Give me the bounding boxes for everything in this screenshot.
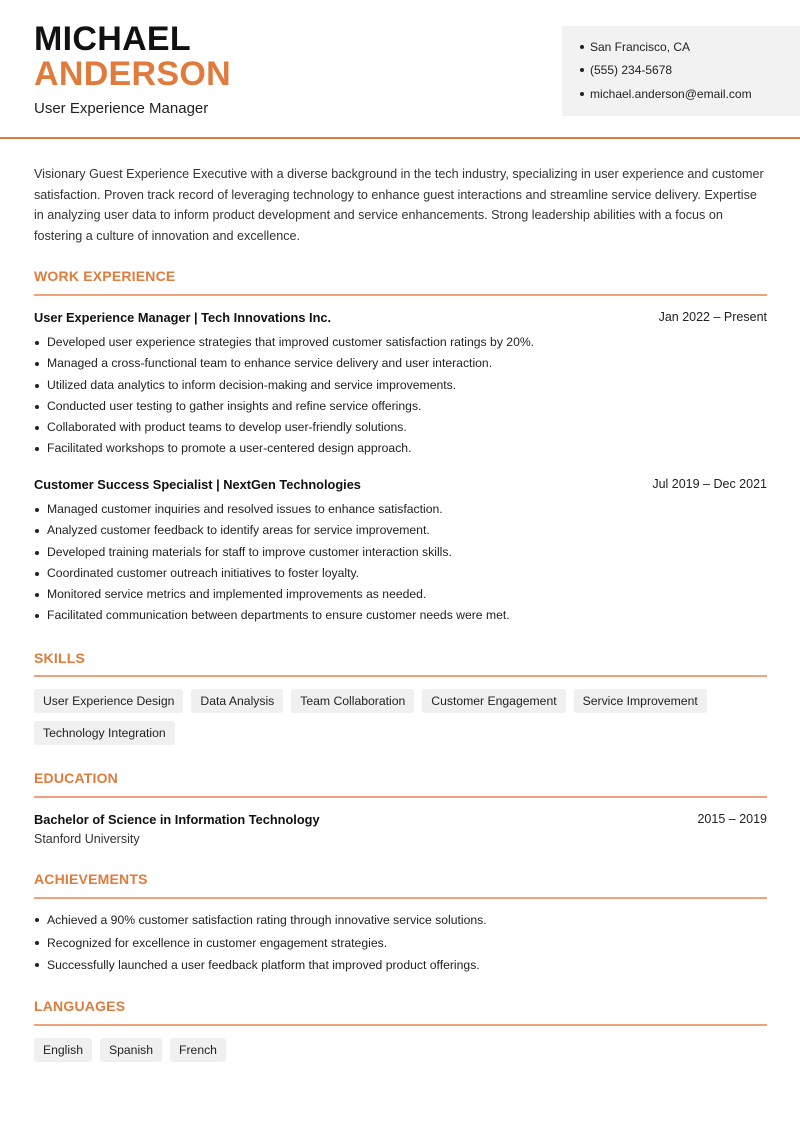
list-item: Conducted user testing to gather insights and refine service offerings.	[34, 396, 534, 417]
last-name: ANDERSON	[34, 55, 231, 93]
job-role: Customer Success Specialist | NextGen Technologies	[34, 477, 361, 492]
section-divider	[34, 675, 767, 677]
contact-email	[580, 87, 752, 101]
job-dates: Jan 2022 – Present	[658, 310, 767, 324]
first-name: MICHAEL	[34, 20, 191, 58]
list-item: Coordinated customer outreach initiatives to foster loyalty.	[34, 563, 510, 584]
list-item: Collaborated with product teams to develop user-friendly solutions.	[34, 417, 534, 438]
contact-phone	[580, 63, 672, 77]
email-text: michael.anderson@email.com	[590, 87, 752, 101]
list-item: Analyzed customer feedback to identify areas for service improvement.	[34, 520, 510, 541]
bullet-icon	[580, 45, 584, 49]
list-item: Successfully launched a user feedback platform that improved product offerings.	[34, 954, 487, 977]
list-item: Facilitated workshops to promote a user-centered design approach.	[34, 438, 534, 459]
contact-box	[562, 26, 800, 116]
language-tag: Spanish	[100, 1038, 162, 1062]
list-item: Managed a cross-functional team to enhance service delivery and user interaction.	[34, 353, 534, 374]
list-item: Recognized for excellence in customer engagement strategies.	[34, 932, 487, 955]
skills-tags	[34, 689, 774, 745]
section-title-languages: LANGUAGES	[34, 998, 126, 1014]
achievement-bullets	[34, 909, 487, 977]
education-dates: 2015 – 2019	[697, 812, 767, 826]
skill-tag: Customer Engagement	[422, 689, 565, 713]
skill-tag: Team Collaboration	[291, 689, 414, 713]
section-divider	[34, 1024, 767, 1026]
resume-header	[0, 0, 800, 139]
phone-text: (555) 234-5678	[590, 63, 673, 77]
section-title-skills: SKILLS	[34, 650, 85, 666]
contact-location	[580, 40, 690, 54]
list-item: Developed user experience strategies that improved customer satisfaction ratings by 20%.	[34, 332, 534, 353]
location-text: San Francisco, CA	[590, 40, 691, 54]
bullet-icon	[580, 68, 584, 72]
job-bullets	[34, 332, 534, 460]
job-role: User Experience Manager | Tech Innovations Inc.	[34, 310, 332, 325]
list-item: Achieved a 90% customer satisfaction rating through innovative service solutions.	[34, 909, 487, 932]
language-tag: French	[170, 1038, 226, 1062]
job-title: User Experience Manager	[34, 100, 209, 117]
list-item: Managed customer inquiries and resolved issues to enhance satisfaction.	[34, 499, 510, 520]
section-divider	[34, 796, 767, 798]
job-bullets	[34, 499, 510, 627]
job-dates: Jul 2019 – Dec 2021	[652, 477, 767, 491]
section-title-work: WORK EXPERIENCE	[34, 268, 176, 284]
skill-tag: Technology Integration	[34, 721, 175, 745]
skill-tag: Data Analysis	[191, 689, 283, 713]
list-item: Facilitated communication between departments to ensure customer needs were met.	[34, 605, 510, 626]
skill-tag: Service Improvement	[574, 689, 707, 713]
section-title-education: EDUCATION	[34, 770, 118, 786]
list-item: Utilized data analytics to inform decision-making and service improvements.	[34, 375, 534, 396]
list-item: Monitored service metrics and implemented improvements as needed.	[34, 584, 510, 605]
language-tag: English	[34, 1038, 92, 1062]
skill-tag: User Experience Design	[34, 689, 183, 713]
language-tags	[34, 1038, 774, 1062]
summary-paragraph: Visionary Guest Experience Executive with a diverse background in the tech industry, specializing in user experience and customer satisfaction. Proven track record of leveraging technology to enhance guest interactions and streamline service delivery. Expertise in analyzing user data to inform product development and service enhancements. Strong leadership abilities with a focus on fostering a culture of innovation and excellence.	[34, 167, 764, 244]
section-divider	[34, 897, 767, 899]
section-divider	[34, 294, 767, 296]
bullet-icon	[580, 92, 584, 96]
degree-title: Bachelor of Science in Information Technology	[34, 812, 320, 827]
list-item: Developed training materials for staff to improve customer interaction skills.	[34, 542, 510, 563]
school-name: Stanford University	[34, 832, 140, 846]
section-title-achievements: ACHIEVEMENTS	[34, 871, 148, 887]
